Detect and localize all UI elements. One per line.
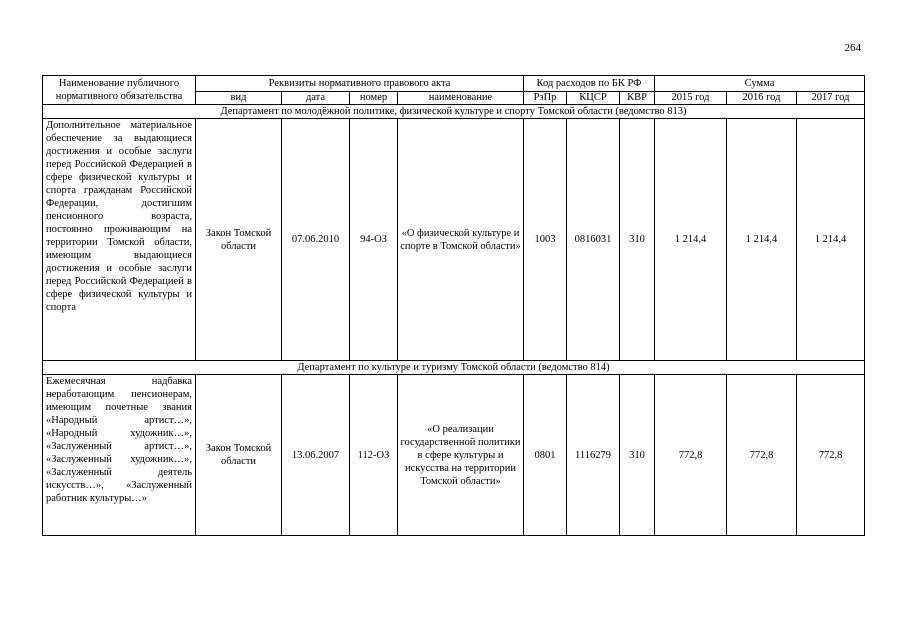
normative-obligations-table [42,75,865,536]
header-row-1 [43,76,865,92]
header-2015: 2015 год [655,92,727,105]
code-kcsr: 1116279 [567,375,620,536]
act-date: 13.06.2007 [282,375,350,536]
code-kcsr: 0816031 [567,119,620,361]
header-sum: Сумма [655,76,865,92]
act-date: 07.06.2010 [282,119,350,361]
sum-2017: 1 214,4 [797,119,865,361]
page-number: 264 [844,42,861,54]
code-rzpr: 1003 [524,119,567,361]
code-rzpr: 0801 [524,375,567,536]
code-kvr: 310 [620,119,655,361]
header-kcsr: КЦСР [567,92,620,105]
header-expense-codes: Код расходов по БК РФ [524,76,655,92]
department-row [43,361,865,375]
table-row [43,119,865,361]
obligation-name: Дополнительное материальное обеспечение за выдающиеся достижения и особые заслуги перед Российской Федерацией в сфере физической культуры и спорта гражданам Российской Федерации, достигшим пенсионного возраста, постоянно проживающим на территории Томской области, имеющим выдающиеся достижения и особые заслуги перед Российской Федерацией в сфере физической культуры и спорта [43,119,196,361]
obligation-name: Ежемесячная надбавка неработающим пенсионерам, имеющим почетные звания «Народный артист…», «Народный художник…», «Заслуженный артист…», «Заслуженный художник…», «Заслуженный деятель искусств…», «Заслуженный работник культуры…» [43,375,196,536]
header-type: вид [196,92,282,105]
act-number: 112-ОЗ [350,375,398,536]
department-title: Департамент по молодёжной политике, физической культуре и спорту Томской области (ведомство 813) [43,105,865,119]
header-kvr: КВР [620,92,655,105]
header-2016: 2016 год [727,92,797,105]
sum-2015: 772,8 [655,375,727,536]
department-title: Департамент по культуре и туризму Томской области (ведомство 814) [43,361,865,375]
header-title: наименование [398,92,524,105]
header-number: номер [350,92,398,105]
sum-2015: 1 214,4 [655,119,727,361]
header-2017: 2017 год [797,92,865,105]
act-number: 94-ОЗ [350,119,398,361]
department-row [43,105,865,119]
header-requisites: Реквизиты нормативного правового акта [196,76,524,92]
header-obligation-name: Наименование публичного нормативного обязательства [43,76,196,105]
sum-2017: 772,8 [797,375,865,536]
sum-2016: 772,8 [727,375,797,536]
table-row [43,375,865,536]
act-type: Закон Томской области [196,119,282,361]
header-rzpr: РзПр [524,92,567,105]
header-date: дата [282,92,350,105]
code-kvr: 310 [620,375,655,536]
act-title: «О реализации государственной политики в сфере культуры и искусства на территории Томской области» [398,375,524,536]
act-title: «О физической культуре и спорте в Томской области» [398,119,524,361]
sum-2016: 1 214,4 [727,119,797,361]
act-type: Закон Томской области [196,375,282,536]
